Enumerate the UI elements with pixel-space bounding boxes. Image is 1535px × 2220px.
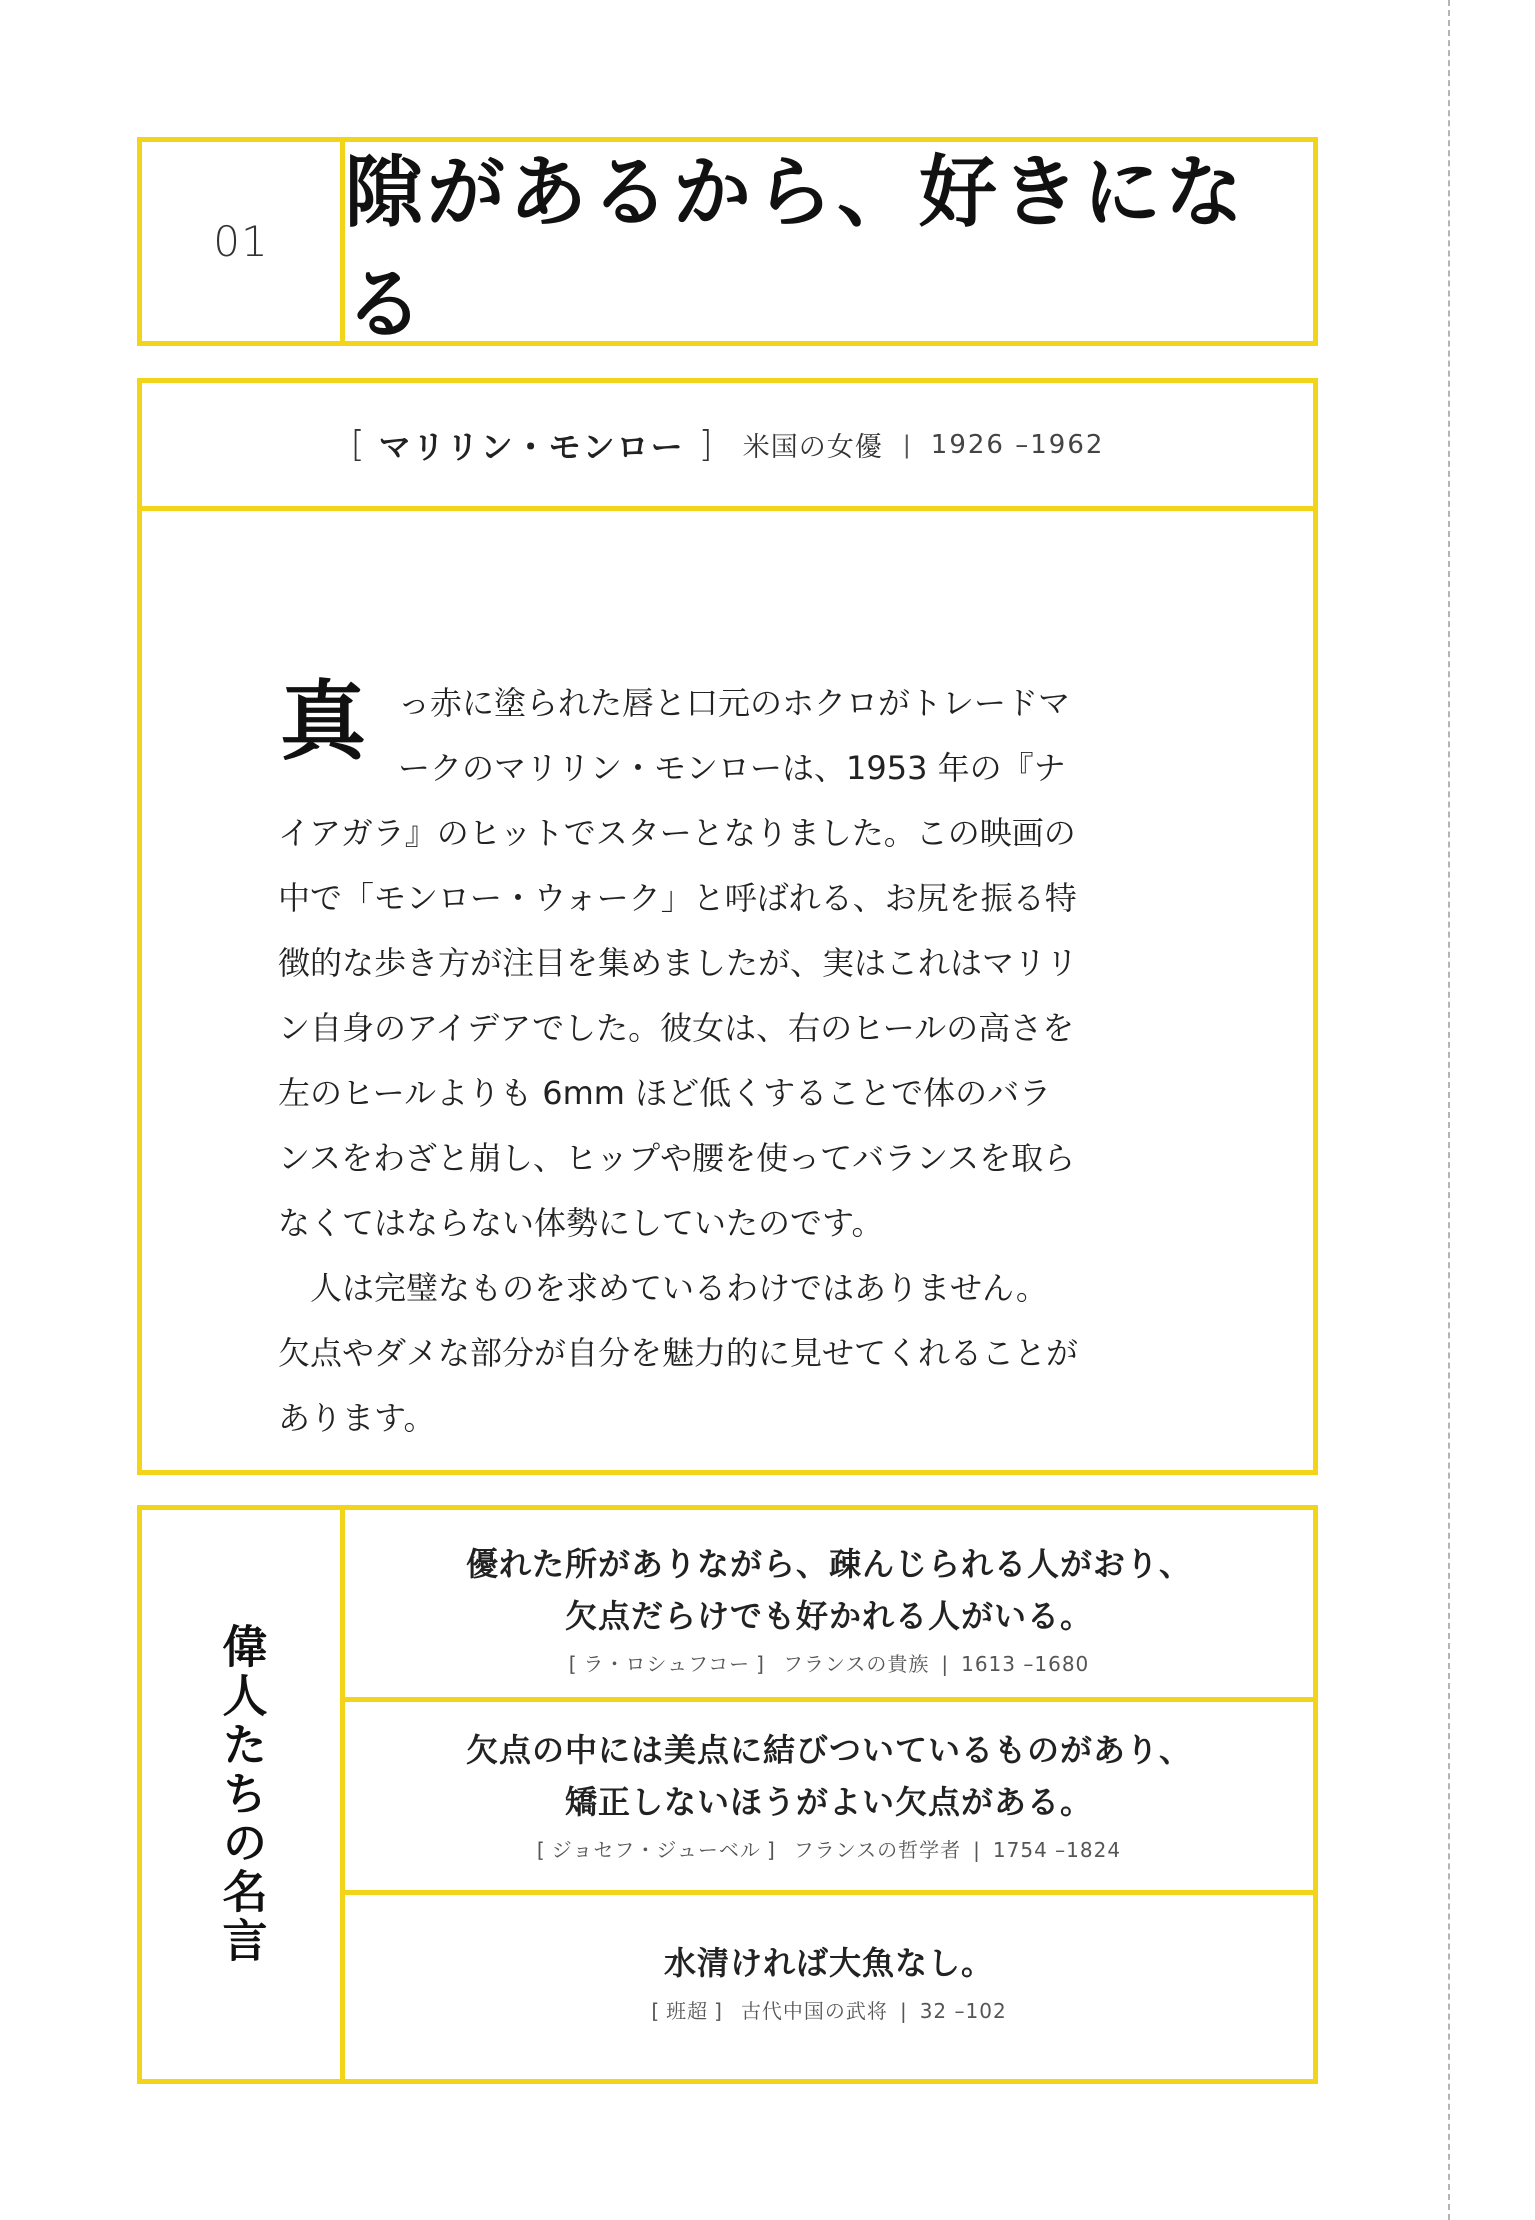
quote-author: 班超 bbox=[666, 1999, 709, 2023]
person-separator: | bbox=[902, 430, 911, 459]
story-paragraph-2: 人は完璧なものを求めているわけではありません。欠点やダメな部分が自分を魅力的に見せてくれることがあります。 bbox=[278, 1269, 1079, 1437]
person-info-row bbox=[142, 383, 1313, 511]
quote-author: ラ・ロシュフコー bbox=[583, 1652, 751, 1676]
quote-author-role: フランスの貴族 bbox=[782, 1652, 930, 1676]
quote-author: ジョセフ・ジューベル bbox=[551, 1838, 761, 1862]
quotes-list bbox=[345, 1510, 1313, 2079]
person-role: 米国の女優 bbox=[742, 432, 883, 463]
quote-text bbox=[345, 1895, 1313, 1989]
person-name: マリリン・モンロー bbox=[378, 427, 685, 466]
paragraph-1-text: っ赤に塗られた唇と口元のホクロがトレードマークのマリリン・モンローは、1953 年の『ナイアガラ』のヒットでスターとなりました。この映画の中で「モンロー・ウォーク」と呼ばれる、お尻を振る特徴的な歩き方が注目を集めましたが、実はこれはマリリン自身のアイデアでした。彼女は、右のヒールの高さを左のヒールよりも 6mm ほど低くすることで体のバランスをわざと崩し、ヒップや腰を使ってバランスを取らなくてはならない体勢にしていたのです。 bbox=[278, 684, 1079, 1242]
quote-attribution bbox=[345, 1995, 1313, 2024]
story-paragraph-1 bbox=[278, 671, 1078, 1256]
attr-bracket-close: ] bbox=[756, 1652, 765, 1676]
quote-item bbox=[345, 1702, 1313, 1895]
quotes-section-label: 偉人たちの名言 bbox=[214, 1623, 268, 1966]
quote-line: 優れた所がありながら、疎んじられる人がおり、 bbox=[465, 1545, 1192, 1583]
attr-separator: | bbox=[899, 1999, 908, 2023]
quote-text bbox=[345, 1702, 1313, 1828]
quote-line: 矯正しないほうがよい欠点がある。 bbox=[564, 1783, 1093, 1821]
quote-item bbox=[345, 1895, 1313, 2079]
trim-guide-line bbox=[1448, 0, 1450, 2220]
quotes-box bbox=[137, 1505, 1318, 2084]
quote-author-role: フランスの哲学者 bbox=[793, 1838, 962, 1862]
chapter-number: 01 bbox=[213, 217, 269, 266]
quote-attribution bbox=[345, 1834, 1313, 1863]
quote-author-years: 32 –102 bbox=[919, 1999, 1007, 2023]
drop-cap: 真 bbox=[280, 672, 366, 772]
quote-author-role: 古代中国の武将 bbox=[740, 1999, 888, 2023]
attr-bracket-close: ] bbox=[714, 1999, 723, 2023]
quote-attribution bbox=[345, 1648, 1313, 1677]
quote-author-years: 1754 –1824 bbox=[992, 1838, 1122, 1862]
attr-separator: | bbox=[941, 1652, 950, 1676]
chapter-header bbox=[137, 137, 1318, 350]
chapter-number-cell bbox=[142, 142, 345, 341]
attr-bracket-close: ] bbox=[766, 1838, 776, 1862]
bracket-close: ] bbox=[698, 424, 713, 465]
attr-bracket-open: [ bbox=[568, 1652, 578, 1676]
attr-separator: | bbox=[973, 1838, 981, 1862]
quote-author-years: 1613 –1680 bbox=[961, 1652, 1090, 1676]
story-body bbox=[278, 671, 1078, 1451]
person-years: 1926 –1962 bbox=[930, 429, 1105, 460]
attr-bracket-open: [ bbox=[536, 1838, 546, 1862]
quote-line: 欠点の中には美点に結びついているものがあり、 bbox=[465, 1731, 1192, 1769]
quote-item bbox=[345, 1510, 1313, 1702]
chapter-title: 隙があるから、好きになる bbox=[345, 147, 1248, 350]
attr-bracket-open: [ bbox=[651, 1999, 661, 2023]
quote-text bbox=[345, 1510, 1313, 1642]
quotes-label-cell bbox=[142, 1510, 345, 2079]
quote-line: 欠点だらけでも好かれる人がいる。 bbox=[564, 1597, 1093, 1635]
bracket-open: [ bbox=[350, 424, 365, 465]
quote-line: 水清ければ大魚なし。 bbox=[663, 1944, 994, 1982]
main-story-box bbox=[137, 378, 1318, 1475]
